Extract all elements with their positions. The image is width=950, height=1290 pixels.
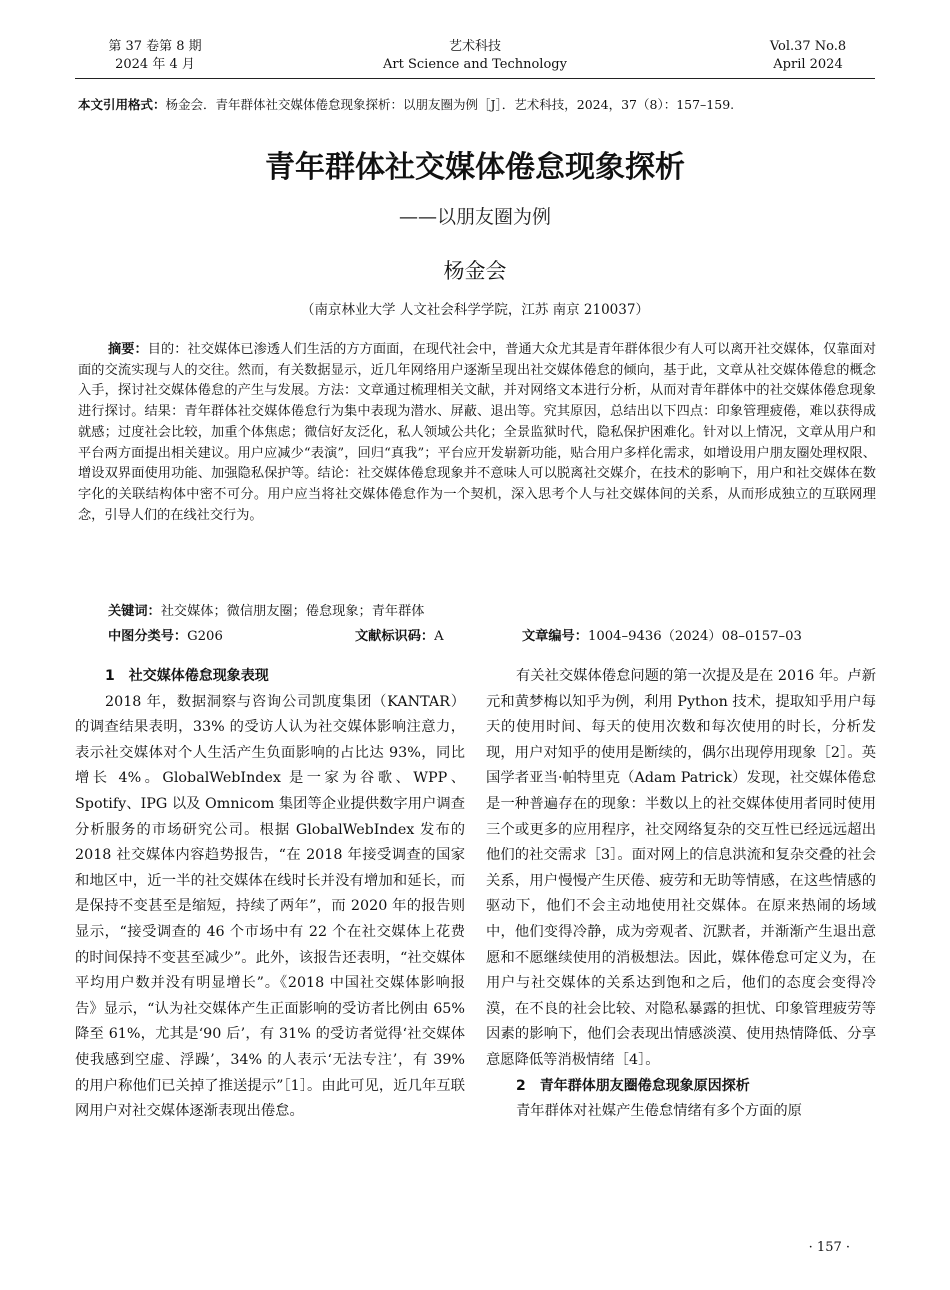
clc-number: [108, 626, 223, 648]
article-number-value: 1004–9436（2024）08–0157–03: [587, 629, 802, 644]
clc-value: G206: [187, 629, 223, 644]
page-number: · 157 ·: [808, 1240, 850, 1255]
article-subtitle: ——以朋友圈为例: [398, 206, 551, 228]
clc-label: 中图分类号：: [108, 629, 188, 644]
abstract: [78, 340, 876, 526]
abstract-label: 摘要：: [108, 342, 148, 357]
section-1-heading: 1 社交媒体倦怠现象表现: [105, 668, 269, 684]
citation-label: 本文引用格式：: [78, 97, 166, 112]
header-divider: [75, 78, 875, 79]
paragraph: 有关社交媒体倦怠问题的第一次提及是在 2016 年。卢新元和黄梦梅以知乎为例，利用 Python 技术，提取知乎用户每天的使用时间、每天的使用次数和每次使用的时长，分析发现，用户对知乎的使用是断续的，偶尔出现停用现象［2］。英国学者亚当·帕特里克（Adam Patrick）发现，社交媒体倦怠是一种普遍存在的现象：半数以上的社交媒体使用者同时使用三个或更多的应用程序，社交网络复杂的交互性已经远远超出他们的社交需求［3］。面对网上的信息洪流和复杂交叠的社会关系，用户慢慢产生厌倦、疲劳和无助等情感，在这些情感的驱动下，他们不会主动地使用社交媒体。在原来热闹的场域中，他们变得冷静，成为旁观者、沉默者，并渐渐产生退出意愿和不愿继续使用的消极想法。因此，媒体倦怠可定义为，在用户与社交媒体的关系达到饱和之后，他们的态度会变得冷漠，在不良的社会比较、对隐私暴露的担忧、印象管理疲劳等因素的影响下，他们会表现出情感淡漠、使用热情降低、分享意愿降低等消极情绪［4］。: [486, 668, 877, 1068]
doc-label: 文献标识码：: [355, 629, 435, 644]
doc-value: A: [434, 629, 444, 644]
body-column-right: [486, 664, 876, 1125]
article-number-label: 文章编号：: [522, 629, 588, 644]
journal-name-en: Art Science and Technology: [383, 57, 567, 72]
author-affiliation: （南京林业大学 人文社会科学学院，江苏 南京 210037）: [301, 302, 649, 318]
journal-issue-en: [748, 38, 868, 74]
volume-issue-en: Vol.37 No.8: [769, 39, 847, 54]
keywords-text: 社交媒体；微信朋友圈；倦怠现象；青年群体: [160, 604, 425, 619]
section-2-heading: 2 青年群体朋友圈倦怠现象原因探析: [516, 1077, 750, 1094]
citation-format: [78, 95, 878, 115]
article-title: 青年群体社交媒体倦怠现象探析: [265, 150, 685, 185]
publication-date-en: April 2024: [773, 57, 843, 72]
citation-text: 杨金会．青年群体社交媒体倦怠现象探析：以朋友圈为例［J］．艺术科技，2024，37（8）：157–159.: [165, 97, 735, 112]
keywords: [108, 601, 425, 623]
journal-name: [370, 38, 580, 74]
article-number: [522, 626, 802, 648]
paragraph: 青年群体对社媒产生倦怠情绪有多个方面的原: [516, 1103, 802, 1120]
paragraph: 2018 年，数据洞察与咨询公司凯度集团（KANTAR）的调查结果表明，33% 的受访人认为社交媒体影响注意力，表示社交媒体对个人生活产生负面影响的占比达 93%，同比增长 4%。GlobalWebIndex 是一家为谷歌、WPP、Spotify、IPG 以及 Omnicom 集团等企业提供数字用户调查分析服务的市场研究公司。根据 GlobalWebIndex 发布的 2018 社交媒体内容趋势报告，“在 2018 年接受调查的国家和地区中，近一半的社交媒体在线时长并没有增加和延长，而是保持不变甚至是缩短，持续了两年”，而 2020 年的报告则显示，“接受调查的 46 个市场中有 22 个在社交媒体上花费的时间保持不变甚至减少”。此外，该报告还表明，“社交媒体平均用户数并没有明显增长”。《2018 中国社交媒体影响报告》显示，“认为社交媒体产生正面影响的受访者比例由 65% 降至 61%，尤其是‘90 后’，有 31% 的受访者觉得‘社交媒体使我感到空虚、浮躁’，34% 的人表示‘无法专注’，有 39% 的用户称他们已关掉了推送提示”［1］。由此可见，近几年互联网用户对社交媒体逐渐表现出倦怠。: [75, 693, 465, 1120]
keywords-label: 关键词：: [108, 604, 161, 619]
body-column-left: [75, 664, 465, 1125]
document-code: [355, 626, 444, 648]
abstract-text: 目的：社交媒体已渗透人们生活的方方面面，在现代社会中，普通大众尤其是青年群体很少有人可以离开社交媒体，仅靠面对面的交流实现与人的交往。然而，有关数据显示，近几年网络用户逐渐呈现出社交媒体倦怠的倾向，基于此，文章从社交媒体倦怠的概念入手，探讨社交媒体倦怠的产生与发展。方法：文章通过梳理相关文献，并对网络文本进行分析，从而对青年群体中的社交媒体倦怠现象进行探讨。结果：青年群体社交媒体倦怠行为集中表现为潜水、屏蔽、退出等。究其原因，总结出以下四点：印象管理疲倦，难以获得成就感；过度社会比较，加重个体焦虑；微信好友泛化，私人领域公共化；全景监狱时代，隐私保护困难化。针对以上情况，文章从用户和平台两方面提出相关建议。用户应减少“表演”，回归“真我”；平台应开发崭新功能，贴合用户多样化需求，如增设用户朋友圈处理权限、增设双界面使用功能、加强隐私保护等。结论：社交媒体倦怠现象并不意味人可以脱离社交媒介，在技术的影响下，用户和社交媒体在数字化的关联结构体中密不可分。用户应当将社交媒体倦怠作为一个契机，深入思考个人与社交媒体间的关系，从而形成独立的互联网理念，引导人们的在线社交行为。: [78, 342, 877, 523]
journal-issue: [90, 38, 220, 74]
volume-issue: 第 37 卷第 8 期: [108, 39, 202, 54]
publication-date: 2024 年 4 月: [115, 57, 195, 72]
journal-name-zh: 艺术科技: [448, 39, 501, 54]
article-author: 杨金会: [443, 259, 507, 283]
